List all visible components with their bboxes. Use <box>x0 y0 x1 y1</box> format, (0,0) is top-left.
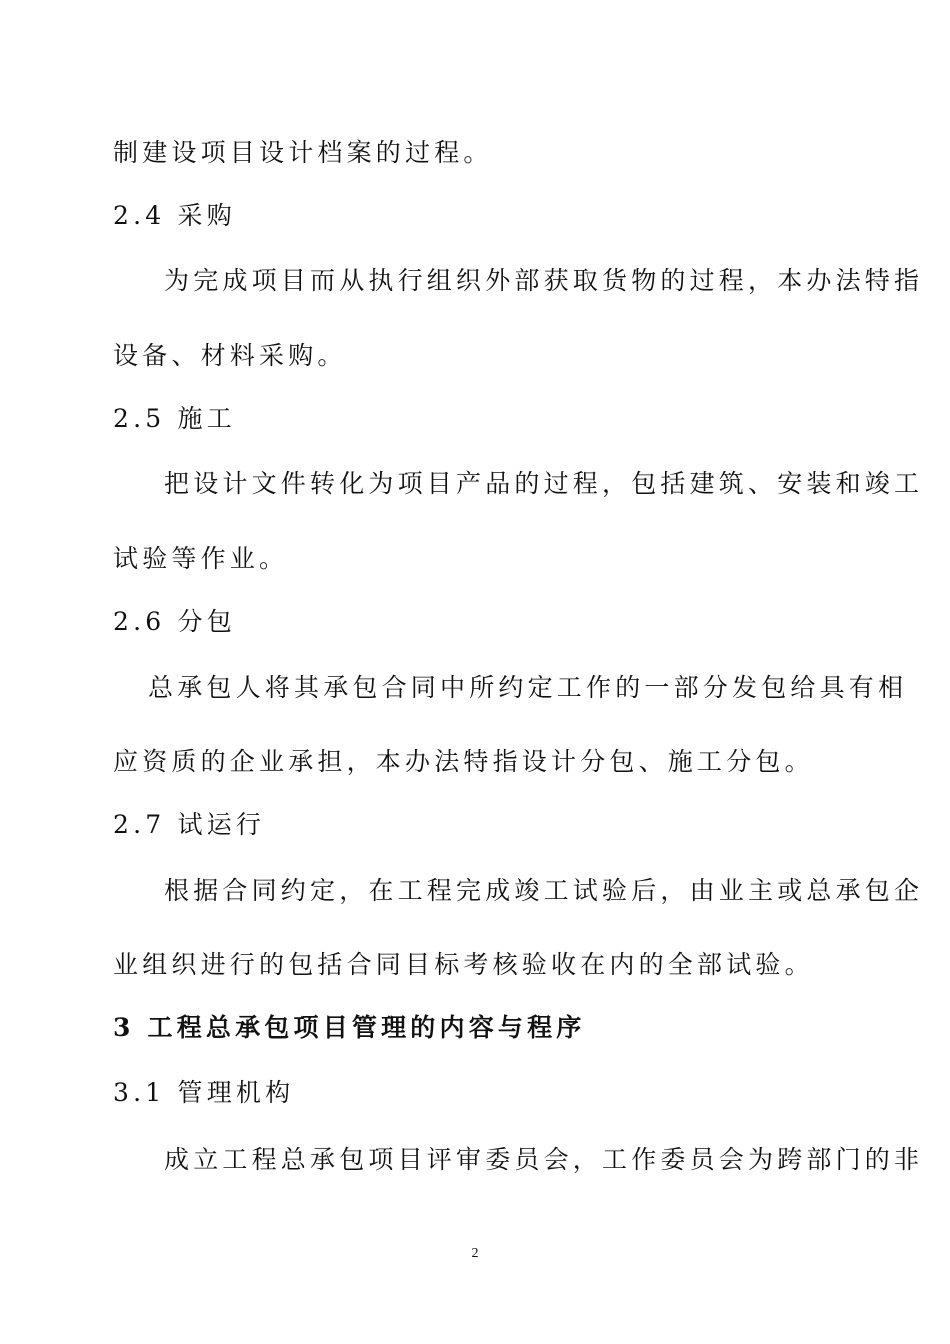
section-heading-2-4: 2.4 采购 <box>113 201 236 230</box>
section-heading-2-7: 2.7 试运行 <box>113 810 266 839</box>
section-heading-3-1: 3.1 管理机构 <box>113 1078 295 1107</box>
section-heading-3: 3 工程总承包项目管理的内容与程序 <box>113 1013 586 1042</box>
paragraph-line: 为完成项目而从执行组织外部获取货物的过程，本办法特指 <box>164 266 924 295</box>
section-heading-2-5: 2.5 施工 <box>113 404 236 433</box>
page-number: 2 <box>471 1246 479 1261</box>
paragraph-line: 总承包人将其承包合同中所约定工作的一部分发包给具有相 <box>148 673 908 702</box>
paragraph-line: 应资质的企业承担，本办法特指设计分包、施工分包。 <box>113 747 814 776</box>
paragraph-line: 根据合同约定，在工程完成竣工试验后，由业主或总承包企 <box>164 876 924 905</box>
section-heading-2-6: 2.6 分包 <box>113 607 236 636</box>
paragraph-line: 设备、材料采购。 <box>113 341 347 370</box>
paragraph-line: 业组织进行的包括合同目标考核验收在内的全部试验。 <box>113 950 814 979</box>
paragraph-line: 把设计文件转化为项目产品的过程，包括建筑、安装和竣工 <box>164 469 924 498</box>
paragraph-line: 成立工程总承包项目评审委员会，工作委员会为跨部门的非 <box>164 1145 924 1174</box>
paragraph-line: 试验等作业。 <box>113 544 289 573</box>
paragraph-line: 制建设项目设计档案的过程。 <box>113 138 493 167</box>
